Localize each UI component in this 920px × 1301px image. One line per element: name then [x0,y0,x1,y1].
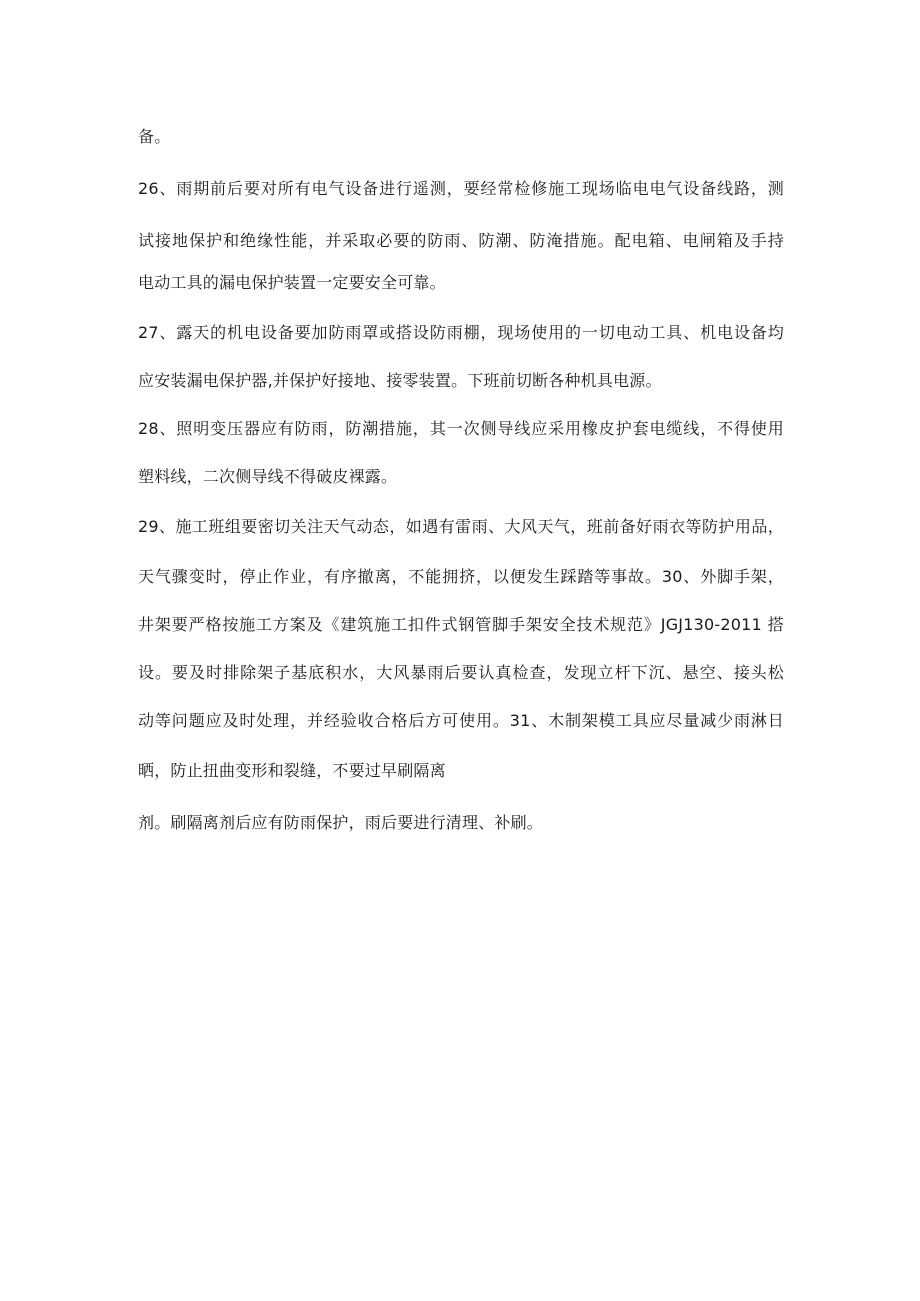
text-line-13: 动等问题应及时处理，并经验收合格后方可使用。31、木制架模工具应尽量减少雨淋日 [138,711,784,730]
text-line-10: 天气骤变时，停止作业，有序撤离，不能拥挤，以便发生踩踏等事故。30、外脚手架， [138,567,784,586]
text-line-6: 应安装漏电保护器,并保护好接地、接零装置。下班前切断各种机具电源。 [138,371,662,390]
text-line-14: 晒，防止扭曲变形和裂缝，不要过早刷隔离 [138,761,446,780]
text-line-3: 试接地保护和绝缘性能，并采取必要的防雨、防潮、防淹措施。配电箱、电闸箱及手持 [138,231,784,250]
text-line-4: 电动工具的漏电保护装置一定要安全可靠。 [138,273,446,292]
text-line-5: 27、露天的机电设备要加防雨罩或搭设防雨棚，现场使用的一切电动工具、机电设备均 [138,323,784,342]
text-line-1: 备。 [138,127,171,146]
text-line-2: 26、雨期前后要对所有电气设备进行遥测，要经常检修施工现场临电电气设备线路，测 [138,179,784,198]
text-line-7: 28、照明变压器应有防雨，防潮措施，其一次侧导线应采用橡皮护套电缆线，不得使用 [138,419,784,438]
text-line-8: 塑料线，二次侧导线不得破皮裸露。 [138,467,398,486]
text-line-11: 井架要严格按施工方案及《建筑施工扣件式钢管脚手架安全技术规范》JGJ130-2011 搭 [138,615,784,634]
text-line-12: 设。要及时排除架子基底积水，大风暴雨后要认真检查，发现立杆下沉、悬空、接头松 [138,663,784,682]
text-line-9: 29、施工班组要密切关注天气动态，如遇有雷雨、大风天气，班前备好雨衣等防护用品， [138,517,784,536]
text-line-15: 剂。刷隔离剂后应有防雨保护，雨后要进行清理、补刷。 [138,813,544,832]
